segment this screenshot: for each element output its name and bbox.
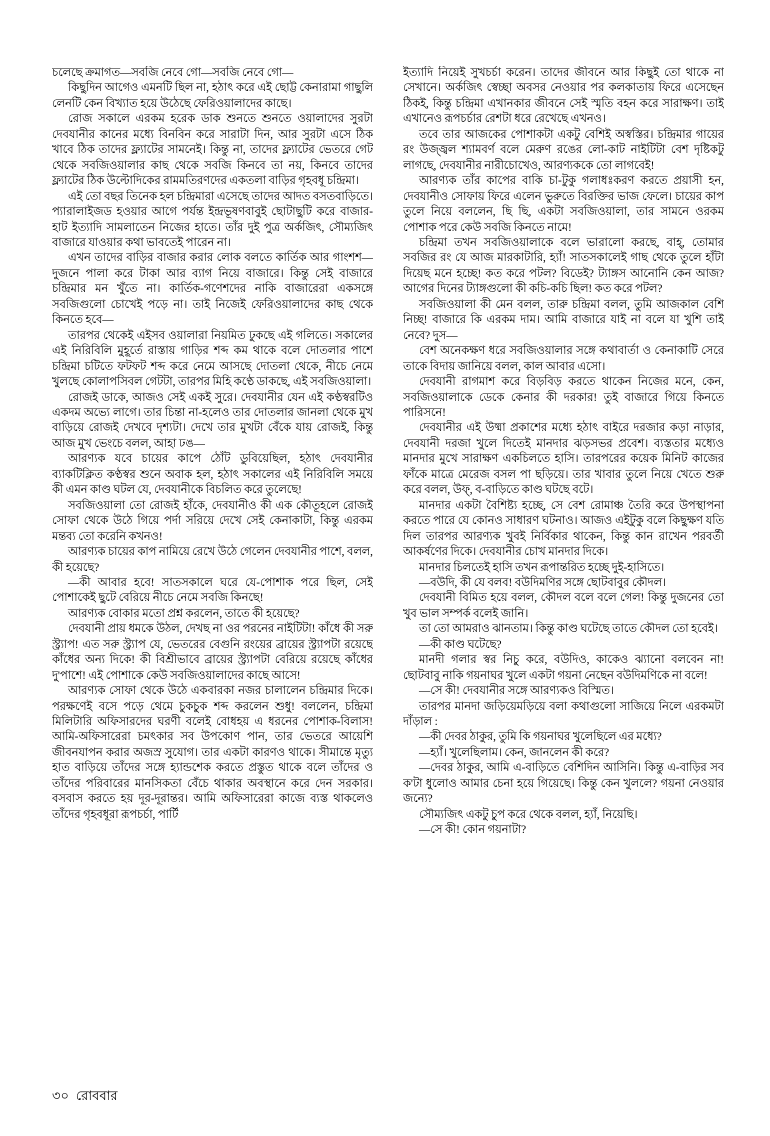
paragraph: আরণ্যক যবে চায়ের কাপে ঠোঁট ডুবিয়েছিল, হঠাৎ দেবযানীর ব্যাকটিক্লিত কণ্ঠস্বর শুনে অবাক হল, হঠাৎ সকালের এই নিরিবিলি সময়ে কী এমন কাণ্ড ঘটল যে, দেবযানীকে বিচলিত করে তুলেছে! [52,453,373,497]
paragraph: তারপর থেকেই এইসব ওয়ালারা নিয়মিত ঢুকছে এই গলিতে। সকালের এই নিরিবিলি মুহূর্তে রাস্তায় গাড়ির শব্দ কম থাকে বলে দোতলার পাশে চন্দ্রিমা চটিতে ফটফট শব্দ করে নেমে আসছে দোতলা থেকে, নীচে নেমে খুলছে কোলাপসিবল গেটটা, তারপর মিহি কণ্ঠে ডাকছে, এই সবজিওয়ালা। [52,329,373,389]
paragraph: মানদার একটা বৈশিষ্ট্য হচ্ছে, সে বেশ রোমাঞ্চ তৈরি করে উপস্থাপনা করতে পারে যে কোনও সাধারণ ঘটনাও। আজও এইটুকু বলে কিছুক্ষণ যতি দিল তারপর আরণ্যক খুবই নির্বিকার থাকেন, কিন্তু কান রাখেন পরবর্তী আকর্ষণের দিকে। দেবযানীর চোখ মানদার দিকে। [403,499,724,559]
paragraph: এই তো বছর তিনেক হল চন্দ্রিমারা এসেছে তাদের আদত বসতবাড়িতে। প্যারালাইজড হওয়ার আগে পর্যন্ত ইন্দ্রভূষণবাবুই ছোটাছুটি করে বাজার-হাট ইত্যাদি সামলাতেন নিজের হাতে। তাঁর দুই পুত্র অর্কজিৎ, সৌম্যজিৎ বাজারে যাওয়ার কথা ভাবতেই পারেন না। [52,190,373,249]
dialogue-line: —সে কী! দেবযানীর সঙ্গে আরণ্যকও বিস্মিত। [419,685,614,698]
page-number: ৩০ [52,1088,69,1103]
paragraph: দেবযানীর এই উষ্মা প্রকাশের মধ্যে হঠাৎ বাইরে দরজার কড়া নাড়ার, দেবযানী দরজা খুলে দিতেই মানদার ঝড়সভর প্রবেশ। ব্যস্ততার মধ্যেও মানদার মুখে সারাক্ষণ একচিলতে হাসি। তারপরের কয়েক মিনিট কাজের ফাঁকে মাত্রে মেরেজ বসল পা ছড়িয়ে। তার খাবার তুলে নিয়ে খেতে শুরু করে বলল, উফ্, ব-বাড়িতে কাণ্ড ঘটছে বটে। [403,422,724,497]
paragraph: রোজ সকালে এরকম হরেক ডাক শুনতে শুনতে ওয়ালাদের সুরটা দেবযানীর কানের মধ্যে বিনবিন করে সারাটা দিন, আর সুরটা এসে ঠিক খাবে ঠিক তাদের ফ্ল্যাটের সামনেই। কিন্তু না, তাদের ফ্ল্যাটের ভেতরে গেট থেকে সবজিওয়ালার কাছ থেকে সবজি কিনবে তা নয়, কিনবে তাদের ফ্ল্যাটের ঠিক উল্টোদিকের রামমতিরণদের একতলা বাড়ির গৃহবধূ চন্দ্রিমা। [52,113,373,188]
right-column [403,66,724,1076]
paragraph: তারপর মানদা জড়িয়েমড়িয়ে বলা কথাগুলো সাজিয়ে নিলে এরকমটা দাঁড়াল : [403,700,724,729]
paragraph: মানদার চিলতেই হাসি তখন রূপান্তরিত হচ্ছে দুই-হাসিতে। [419,561,665,574]
dialogue-line: —দেবর ঠাকুর, আমি এ-বাড়িতে বেশিদিন আসিনি। কিন্তু এ-বাড়ির সব ক'টা ধুলোও আমার চেনা হয়ে গিয়েছে। কিন্তু কেন খুললে? গয়না নেওয়ার জন্যে? [403,762,724,806]
paragraph: চন্দ্রিমা তখন সবজিওয়ালাকে বলে ভারালো করছে, বাহ্, তোমার সবজির রং যে আজ মারকাটারি, হ্যাঁ! সাতসকালেই গাছ থেকে তুলে হাঁটা দিয়েছ মনে হচ্ছে! কত করে পটল? বিডেই? ট্যাঙ্গস আনোনি কেন আজ? আগের দিনের ট্যাঙ্গগুলো কী কচি-কচি ছিল! কত করে পটল? [403,236,724,296]
paragraph: সবজিওয়ালা কী মেন বলল, তারু চন্দ্রিমা বলল, তুমি আজকাল বেশি নিচ্ছ! বাজারে কি এরকম দাম। আমি বাজারে যাই না বলে যা খুশি তাই নেবে? দুস— [403,298,724,342]
paragraph: এখন তাদের বাড়ির বাজার করার লোক বলতে কার্তিক আর গাংশশ—দুজনে পালা করে টাকা আর ব্যাগ নিয়ে বাজারে। কিন্তু সেই বাজারে চন্দ্রিমার মন খুঁতে না। কার্তিক-গণেশদের নাকি বাজারেরা একসঙ্গে সবজিগুলো চোখেই পড়ে না। তাই নিজেই ফেরিওয়ালাদের কাছ থেকে কিনতে হবে— [52,252,373,327]
dialogue-line: —বউদি, কী যে বলব! বউদিমণির সঙ্গে ছোটবাবুর কৌদল। [419,576,667,589]
paragraph: কিছুদিন আগেও এমনটি ছিল না, হঠাৎ করে এই ছোট্ট কেনারামা গাছুলি লেনটি কেন বিখ্যাত হয়ে উঠেছে ফেরিওয়ালাদের কাছে। [52,82,373,110]
dialogue-line: —কী কাণ্ড ঘটেছে? [419,638,502,651]
dialogue-line: —সে কী! কোন গয়নাটা? [419,824,527,837]
paragraph: আরণ্যক বোকার মতো প্রশ্ন করলেন, তাতে কী হয়েছে? [68,607,300,620]
paragraph: মানদী গলার স্বর নিচু করে, বউদিও, কাকেও ঝ্যানো বলবেন না! ছোটবাবু নাকি গয়নাঘর খুলে একটা গয়না নেছেন বউদিমণিকে না বলে! [403,654,724,682]
paragraph: বেশ অনেকক্ষণ ধরে সবজিওয়ালার সঙ্গে কথাবার্তা ও কেনাকাটি সেরে তাকে বিদায় জানিয়ে বলল, কাল আবার এসো। [403,345,724,373]
two-column-text-body [52,66,724,1076]
paragraph: চলেছে ক্রমাগত—সবজি নেবে গো—সবজি নেবে গো— [52,67,294,79]
page-footer [52,1087,118,1108]
paragraph: দেবযানী বিমিত হয়ে বলল, কৌদল বলে বলে গেল! কিন্তু দুজনের তো খুব ভাল সম্পর্ক বলেই জানি। [403,592,724,620]
paragraph: তবে তার আজকের পোশাকটা একটু বেশিই অস্বস্তির। চন্দ্রিমার গায়ের রং উজ্জ্বল শ্যামবর্ণ বলে মেরুণ রঙের লো-কাট নাইটিটা বেশ দৃষ্টিকটু লাগছে, দেবযানীর নারীচোখেও, আরণ্যককে তো লাগবেই! [403,128,724,172]
dialogue-line: —হ্যাঁ। খুলেছিলাম। কেন, জানলেন কী করে? [419,746,610,759]
paragraph: তা তো আমরাও ঝানতাম। কিন্তু কাণ্ড ঘটেছে তাতে কৌদল তো হবেই। [419,623,718,636]
publication-name: রোববার [75,1088,118,1103]
paragraph: আরণ্যক চায়ের কাপ নামিয়ে রেখে উঠে গেলেন দেবযানীর পাশে, বলল, কী হয়েছে? [52,546,373,574]
paragraph: রোজই ডাকে, আজও সেই একই সুরে। দেবযানীর যেন এই কণ্ঠস্বরটিও একদম অভ্যে লাগে। তার চিন্তা না-হলেও তার দোতলার জানলা থেকে মুখ বাড়িয়ে রোজই দেখবে দৃশ্যটা। দেখে তার মুখটা বেঁকে যায় রোজই, কিন্তু আজ মুখ ভেংচে বলল, আহা ঢঙ— [52,391,373,450]
paragraph: আরণ্যক তাঁর কাপের বাকি চা-টুকু গলাধঃকরণ করতে প্রয়াসী হন, দেবযানীও সোফায় ফিরে এলেন ভুরুতে বিরক্তির ভাজ ফেলে। চায়ের কাপ তুলে নিয়ে বললেন, ছি ছি, একটা সবজিওয়ালা, তার সামনে ওরকম পোশাক পরে কেউ সবজি কিনতে নামে! [403,175,724,234]
paragraph: সৌম্যজিৎ একটু চুপ করে থেকে বলল, হ্যাঁ, নিয়েছি। [419,808,638,821]
paragraph: ইত্যাদি নিয়েই সুখচর্চা করেন। তাদের জীবনে আর কিছুই তো থাকে না সেখানে। অর্কজিৎ স্বেচ্ছা অবসর নেওয়ার পর কলকাতায় ফিরে এসেছেন ঠিকই, কিন্তু চন্দ্রিমা এখানকার জীবনে সেই স্মৃতি বহন করে সারাক্ষণ। তাই এখানেও রূপচর্চার রেশটা ধরে রেখেছে এখনও। [403,67,724,126]
paragraph: আরণ্যক সোফা থেকে উঠে একবারকা নজর চালালেন চন্দ্রিমার দিকে। পরক্ষণেই বসে পড়ে থেমে চুকচুক শব্দ করলেন শুধু! বললেন, চন্দ্রিমা মিলিটারি অফিসারদের ঘরণী বলেই বোধহয় এ ধরনের পোশাক-বিলাস! আমি-অফিসারেরা চমৎকার সব উপকোণ পান, তার ভেতরে আয়েশি জীবনযাপন করার অজস্র সুযোগ। তার একটা কারণও থাকে। সীমান্তে মৃত্যু হাত বাড়িয়ে তাঁদের সঙ্গে হ্যান্ডশেক করতে প্রস্তুত থাকে বলে তাঁদের ও তাঁদের পরিবারের মানসিকতা বেঁচে থাকার অবস্থানে করে দেন সরকার। বসবাস করতে হয় দূর-দূরান্তর। আমি অফিসারেরা কাজে ব্যস্ত থাকলেও তাঁদের গৃহবধূরা রূপচর্চা, পার্টি [52,685,373,821]
paragraph: সবজিওয়ালা তো রোজই হাঁকে, দেবযানীও কী এক কৌতূহলে রোজই সোফা থেকে উঠে গিয়ে পর্দা সরিয়ে দেখে সেই কেনাকাটা, কিন্তু এরকম মন্তব্য তো করেনি কখনও! [52,499,373,543]
dialogue-line: —কী দেবর ঠাকুর, তুমি কি গয়নাঘর খুলেছিলে এর মধ্যে? [419,731,662,744]
dialogue-line: —কী আবার হবে! সাতসকালে ঘরে যে-পোশাক পরে ছিল, সেই পোশাকেই ছুটে বেরিয়ে নীচে নেমে সবজি কিনছে! [52,576,373,605]
left-column [52,66,373,1076]
paragraph: দেবযানী রাগমাশ করে বিড়বিড় করতে থাকেন নিজের মনে, কেন, সবজিওয়ালাকে ডেকে কেনার কী দরকার! তুই বাজারে গিয়ে কিনতে পারিসনে! [403,376,724,419]
paragraph: দেবযানী প্রায় ধমকে উঠল, দেখছ না ওর পরনের নাইটিটা! কাঁধে কী সরু স্ট্র্যাপ! এত সরু স্ট্র্যাপ যে, ভেতরের বেগুনি রংয়ের ব্রায়ের স্ট্র্যাপটা রয়েছে কাঁধের অন্য দিকে! কী বিশ্রীভাবে ব্রায়ের স্ট্র্যাপটা বেরিয়ে রয়েছে কাঁধের দু'পাশে! এই পোশাকে কেউ সবজিওয়ালাদের কাছে আসে! [52,623,373,682]
